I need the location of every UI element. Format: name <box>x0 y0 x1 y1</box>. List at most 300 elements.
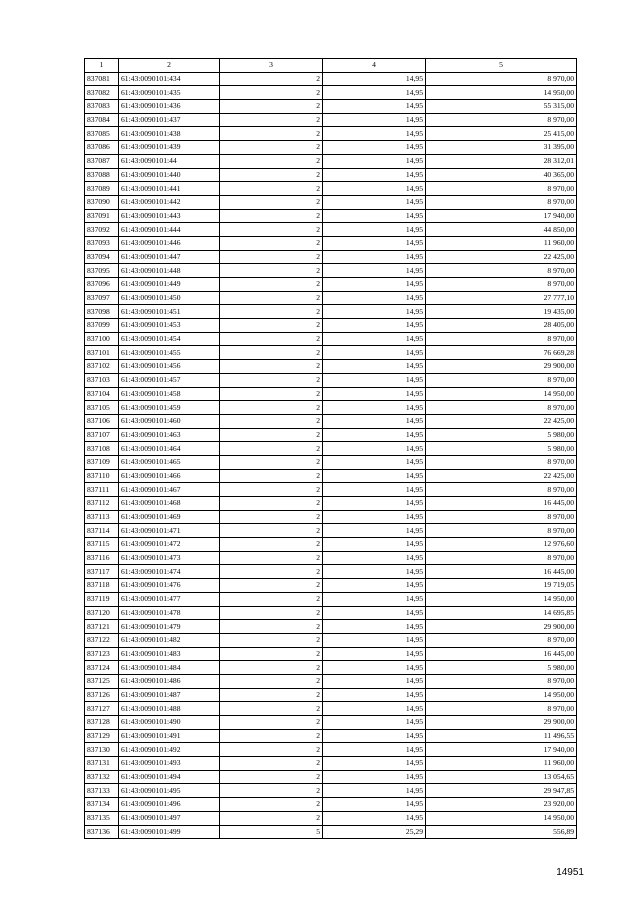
rate-cell: 14,95 <box>323 319 426 333</box>
count-cell: 2 <box>220 455 323 469</box>
rate-cell: 14,95 <box>323 195 426 209</box>
count-cell: 2 <box>220 113 323 127</box>
amount-cell: 25 415,00 <box>426 127 577 141</box>
row-number-cell: 837091 <box>85 209 119 223</box>
amount-cell: 28 312,01 <box>426 154 577 168</box>
count-cell: 2 <box>220 387 323 401</box>
cadastral-number-cell: 61:43:0090101:440 <box>119 168 220 182</box>
count-cell: 2 <box>220 223 323 237</box>
amount-cell: 16 445,00 <box>426 565 577 579</box>
count-cell: 2 <box>220 633 323 647</box>
cadastral-number-cell: 61:43:0090101:499 <box>119 825 220 839</box>
table-row <box>85 141 577 155</box>
count-cell: 2 <box>220 360 323 374</box>
count-cell: 2 <box>220 442 323 456</box>
row-number-cell: 837115 <box>85 538 119 552</box>
cadastral-number-cell: 61:43:0090101:436 <box>119 100 220 114</box>
rate-cell: 14,95 <box>323 455 426 469</box>
cadastral-number-cell: 61:43:0090101:464 <box>119 442 220 456</box>
cadastral-number-cell: 61:43:0090101:474 <box>119 565 220 579</box>
amount-cell: 8 970,00 <box>426 551 577 565</box>
rate-cell: 14,95 <box>323 620 426 634</box>
count-cell: 2 <box>220 688 323 702</box>
row-number-cell: 837104 <box>85 387 119 401</box>
row-number-cell: 837136 <box>85 825 119 839</box>
table-row <box>85 346 577 360</box>
amount-cell: 22 425,00 <box>426 250 577 264</box>
rate-cell: 14,95 <box>323 798 426 812</box>
count-cell: 2 <box>220 278 323 292</box>
rate-cell: 14,95 <box>323 757 426 771</box>
rate-cell: 14,95 <box>323 127 426 141</box>
table-row <box>85 497 577 511</box>
cadastral-number-cell: 61:43:0090101:467 <box>119 483 220 497</box>
count-cell: 2 <box>220 592 323 606</box>
cadastral-number-cell: 61:43:0090101:490 <box>119 716 220 730</box>
count-cell: 2 <box>220 305 323 319</box>
row-number-cell: 837109 <box>85 455 119 469</box>
row-number-cell: 837127 <box>85 702 119 716</box>
count-cell: 2 <box>220 72 323 86</box>
row-number-cell: 837106 <box>85 414 119 428</box>
amount-cell: 5 980,00 <box>426 428 577 442</box>
rate-cell: 14,95 <box>323 401 426 415</box>
amount-cell: 14 950,00 <box>426 811 577 825</box>
count-cell: 5 <box>220 825 323 839</box>
amount-cell: 8 970,00 <box>426 455 577 469</box>
amount-cell: 5 980,00 <box>426 661 577 675</box>
table-row <box>85 469 577 483</box>
rate-cell: 14,95 <box>323 716 426 730</box>
count-cell: 2 <box>220 565 323 579</box>
amount-cell: 14 950,00 <box>426 86 577 100</box>
header-row <box>85 59 577 73</box>
cadastral-number-cell: 61:43:0090101:497 <box>119 811 220 825</box>
count-cell: 2 <box>220 784 323 798</box>
table-row <box>85 264 577 278</box>
table-row <box>85 551 577 565</box>
row-number-cell: 837134 <box>85 798 119 812</box>
rate-cell: 14,95 <box>323 86 426 100</box>
row-number-cell: 837090 <box>85 195 119 209</box>
rate-cell: 14,95 <box>323 483 426 497</box>
row-number-cell: 837087 <box>85 154 119 168</box>
count-cell: 2 <box>220 538 323 552</box>
count-cell: 2 <box>220 497 323 511</box>
count-cell: 2 <box>220 770 323 784</box>
amount-cell: 8 970,00 <box>426 373 577 387</box>
cadastral-number-cell: 61:43:0090101:459 <box>119 401 220 415</box>
table-row <box>85 332 577 346</box>
table-row <box>85 154 577 168</box>
row-number-cell: 837128 <box>85 716 119 730</box>
table-row <box>85 784 577 798</box>
amount-cell: 8 970,00 <box>426 195 577 209</box>
amount-cell: 11 960,00 <box>426 236 577 250</box>
cadastral-number-cell: 61:43:0090101:458 <box>119 387 220 401</box>
table-row <box>85 360 577 374</box>
cadastral-number-cell: 61:43:0090101:465 <box>119 455 220 469</box>
rate-cell: 14,95 <box>323 565 426 579</box>
amount-cell: 13 054,65 <box>426 770 577 784</box>
cadastral-number-cell: 61:43:0090101:434 <box>119 72 220 86</box>
rate-cell: 14,95 <box>323 236 426 250</box>
amount-cell: 8 970,00 <box>426 332 577 346</box>
rate-cell: 14,95 <box>323 154 426 168</box>
row-number-cell: 837123 <box>85 647 119 661</box>
cadastral-number-cell: 61:43:0090101:486 <box>119 674 220 688</box>
table-row <box>85 661 577 675</box>
row-number-cell: 837121 <box>85 620 119 634</box>
row-number-cell: 837088 <box>85 168 119 182</box>
table-row <box>85 127 577 141</box>
row-number-cell: 837118 <box>85 579 119 593</box>
table-row <box>85 757 577 771</box>
amount-cell: 8 970,00 <box>426 72 577 86</box>
rate-cell: 14,95 <box>323 182 426 196</box>
cadastral-number-cell: 61:43:0090101:447 <box>119 250 220 264</box>
row-number-cell: 837111 <box>85 483 119 497</box>
cadastral-number-cell: 61:43:0090101:456 <box>119 360 220 374</box>
cadastral-number-cell: 61:43:0090101:493 <box>119 757 220 771</box>
rate-cell: 14,95 <box>323 497 426 511</box>
table-row <box>85 100 577 114</box>
count-cell: 2 <box>220 811 323 825</box>
rate-cell: 14,95 <box>323 538 426 552</box>
amount-cell: 556,89 <box>426 825 577 839</box>
cadastral-number-cell: 61:43:0090101:496 <box>119 798 220 812</box>
row-number-cell: 837103 <box>85 373 119 387</box>
cadastral-number-cell: 61:43:0090101:477 <box>119 592 220 606</box>
rate-cell: 14,95 <box>323 579 426 593</box>
count-cell: 2 <box>220 182 323 196</box>
table-row <box>85 414 577 428</box>
cadastral-number-cell: 61:43:0090101:450 <box>119 291 220 305</box>
cadastral-number-cell: 61:43:0090101:44 <box>119 154 220 168</box>
cadastral-number-cell: 61:43:0090101:491 <box>119 729 220 743</box>
row-number-cell: 837082 <box>85 86 119 100</box>
row-number-cell: 837102 <box>85 360 119 374</box>
row-number-cell: 837089 <box>85 182 119 196</box>
cadastral-number-cell: 61:43:0090101:455 <box>119 346 220 360</box>
amount-cell: 14 950,00 <box>426 387 577 401</box>
amount-cell: 14 950,00 <box>426 592 577 606</box>
count-cell: 2 <box>220 661 323 675</box>
row-number-cell: 837107 <box>85 428 119 442</box>
cadastral-number-cell: 61:43:0090101:439 <box>119 141 220 155</box>
count-cell: 2 <box>220 414 323 428</box>
cadastral-number-cell: 61:43:0090101:478 <box>119 606 220 620</box>
row-number-cell: 837101 <box>85 346 119 360</box>
count-cell: 2 <box>220 332 323 346</box>
row-number-cell: 837112 <box>85 497 119 511</box>
table-row <box>85 743 577 757</box>
cadastral-number-cell: 61:43:0090101:484 <box>119 661 220 675</box>
amount-cell: 8 970,00 <box>426 182 577 196</box>
count-cell: 2 <box>220 401 323 415</box>
row-number-cell: 837129 <box>85 729 119 743</box>
row-number-cell: 837100 <box>85 332 119 346</box>
cadastral-number-cell: 61:43:0090101:449 <box>119 278 220 292</box>
amount-cell: 5 980,00 <box>426 442 577 456</box>
rate-cell: 14,95 <box>323 72 426 86</box>
row-number-cell: 837086 <box>85 141 119 155</box>
amount-cell: 8 970,00 <box>426 264 577 278</box>
amount-cell: 29 900,00 <box>426 360 577 374</box>
rate-cell: 14,95 <box>323 250 426 264</box>
cadastral-number-cell: 61:43:0090101:487 <box>119 688 220 702</box>
row-number-cell: 837085 <box>85 127 119 141</box>
table-row <box>85 620 577 634</box>
amount-cell: 23 920,00 <box>426 798 577 812</box>
table-row <box>85 236 577 250</box>
table-row <box>85 209 577 223</box>
amount-cell: 16 445,00 <box>426 497 577 511</box>
amount-cell: 17 940,00 <box>426 209 577 223</box>
table-body <box>85 72 577 839</box>
row-number-cell: 837095 <box>85 264 119 278</box>
rate-cell: 14,95 <box>323 674 426 688</box>
rate-cell: 14,95 <box>323 346 426 360</box>
amount-cell: 8 970,00 <box>426 633 577 647</box>
amount-cell: 19 435,00 <box>426 305 577 319</box>
count-cell: 2 <box>220 428 323 442</box>
cadastral-number-cell: 61:43:0090101:479 <box>119 620 220 634</box>
cadastral-number-cell: 61:43:0090101:473 <box>119 551 220 565</box>
count-cell: 2 <box>220 209 323 223</box>
rate-cell: 14,95 <box>323 592 426 606</box>
rate-cell: 14,95 <box>323 141 426 155</box>
amount-cell: 28 405,00 <box>426 319 577 333</box>
table-row <box>85 223 577 237</box>
row-number-cell: 837135 <box>85 811 119 825</box>
amount-cell: 8 970,00 <box>426 524 577 538</box>
rate-cell: 14,95 <box>323 305 426 319</box>
count-cell: 2 <box>220 154 323 168</box>
row-number-cell: 837096 <box>85 278 119 292</box>
cadastral-number-cell: 61:43:0090101:453 <box>119 319 220 333</box>
rate-cell: 14,95 <box>323 209 426 223</box>
rate-cell: 14,95 <box>323 264 426 278</box>
table-row <box>85 387 577 401</box>
cadastral-number-cell: 61:43:0090101:438 <box>119 127 220 141</box>
rate-cell: 14,95 <box>323 784 426 798</box>
rate-cell: 14,95 <box>323 428 426 442</box>
cadastral-number-cell: 61:43:0090101:488 <box>119 702 220 716</box>
row-number-cell: 837083 <box>85 100 119 114</box>
amount-cell: 29 947,85 <box>426 784 577 798</box>
column-header-3: 3 <box>220 59 323 73</box>
cadastral-number-cell: 61:43:0090101:441 <box>119 182 220 196</box>
table-row <box>85 442 577 456</box>
rate-cell: 14,95 <box>323 524 426 538</box>
count-cell: 2 <box>220 100 323 114</box>
count-cell: 2 <box>220 141 323 155</box>
row-number-cell: 837132 <box>85 770 119 784</box>
count-cell: 2 <box>220 757 323 771</box>
count-cell: 2 <box>220 729 323 743</box>
rate-cell: 14,95 <box>323 414 426 428</box>
table-row <box>85 278 577 292</box>
count-cell: 2 <box>220 620 323 634</box>
table-row <box>85 702 577 716</box>
table-row <box>85 811 577 825</box>
amount-cell: 17 940,00 <box>426 743 577 757</box>
count-cell: 2 <box>220 86 323 100</box>
cadastral-number-cell: 61:43:0090101:444 <box>119 223 220 237</box>
table-row <box>85 688 577 702</box>
rate-cell: 14,95 <box>323 688 426 702</box>
count-cell: 2 <box>220 647 323 661</box>
count-cell: 2 <box>220 674 323 688</box>
table-row <box>85 319 577 333</box>
data-table <box>84 58 577 839</box>
count-cell: 2 <box>220 606 323 620</box>
count-cell: 2 <box>220 743 323 757</box>
amount-cell: 11 496,55 <box>426 729 577 743</box>
rate-cell: 14,95 <box>323 770 426 784</box>
cadastral-number-cell: 61:43:0090101:466 <box>119 469 220 483</box>
count-cell: 2 <box>220 579 323 593</box>
amount-cell: 76 669,28 <box>426 346 577 360</box>
table-row <box>85 729 577 743</box>
count-cell: 2 <box>220 469 323 483</box>
column-header-5: 5 <box>426 59 577 73</box>
cadastral-number-cell: 61:43:0090101:446 <box>119 236 220 250</box>
row-number-cell: 837125 <box>85 674 119 688</box>
table-row <box>85 291 577 305</box>
table-row <box>85 674 577 688</box>
row-number-cell: 837097 <box>85 291 119 305</box>
rate-cell: 25,29 <box>323 825 426 839</box>
table-row <box>85 538 577 552</box>
count-cell: 2 <box>220 346 323 360</box>
cadastral-number-cell: 61:43:0090101:451 <box>119 305 220 319</box>
cadastral-number-cell: 61:43:0090101:476 <box>119 579 220 593</box>
rate-cell: 14,95 <box>323 743 426 757</box>
table-row <box>85 72 577 86</box>
table-row <box>85 825 577 839</box>
rate-cell: 14,95 <box>323 223 426 237</box>
cadastral-number-cell: 61:43:0090101:460 <box>119 414 220 428</box>
row-number-cell: 837084 <box>85 113 119 127</box>
amount-cell: 8 970,00 <box>426 401 577 415</box>
row-number-cell: 837119 <box>85 592 119 606</box>
amount-cell: 8 970,00 <box>426 510 577 524</box>
table-row <box>85 455 577 469</box>
cadastral-number-cell: 61:43:0090101:457 <box>119 373 220 387</box>
row-number-cell: 837110 <box>85 469 119 483</box>
count-cell: 2 <box>220 702 323 716</box>
amount-cell: 8 970,00 <box>426 702 577 716</box>
table-row <box>85 592 577 606</box>
amount-cell: 16 445,00 <box>426 647 577 661</box>
table-row <box>85 373 577 387</box>
cadastral-number-cell: 61:43:0090101:494 <box>119 770 220 784</box>
row-number-cell: 837105 <box>85 401 119 415</box>
row-number-cell: 837094 <box>85 250 119 264</box>
rate-cell: 14,95 <box>323 729 426 743</box>
amount-cell: 8 970,00 <box>426 278 577 292</box>
count-cell: 2 <box>220 524 323 538</box>
row-number-cell: 837124 <box>85 661 119 675</box>
row-number-cell: 837113 <box>85 510 119 524</box>
rate-cell: 14,95 <box>323 606 426 620</box>
table-row <box>85 770 577 784</box>
rate-cell: 14,95 <box>323 551 426 565</box>
count-cell: 2 <box>220 195 323 209</box>
cadastral-number-cell: 61:43:0090101:435 <box>119 86 220 100</box>
cadastral-number-cell: 61:43:0090101:448 <box>119 264 220 278</box>
count-cell: 2 <box>220 551 323 565</box>
count-cell: 2 <box>220 168 323 182</box>
amount-cell: 29 900,00 <box>426 620 577 634</box>
table-row <box>85 633 577 647</box>
rate-cell: 14,95 <box>323 702 426 716</box>
amount-cell: 14 695,85 <box>426 606 577 620</box>
row-number-cell: 837130 <box>85 743 119 757</box>
table-row <box>85 401 577 415</box>
page-number: 14951 <box>556 867 584 878</box>
rate-cell: 14,95 <box>323 332 426 346</box>
column-header-2: 2 <box>119 59 220 73</box>
row-number-cell: 837133 <box>85 784 119 798</box>
amount-cell: 14 950,00 <box>426 688 577 702</box>
amount-cell: 44 850,00 <box>426 223 577 237</box>
table-row <box>85 305 577 319</box>
table-row <box>85 113 577 127</box>
cadastral-number-cell: 61:43:0090101:437 <box>119 113 220 127</box>
cadastral-number-cell: 61:43:0090101:454 <box>119 332 220 346</box>
amount-cell: 31 395,00 <box>426 141 577 155</box>
amount-cell: 12 976,60 <box>426 538 577 552</box>
amount-cell: 55 315,00 <box>426 100 577 114</box>
row-number-cell: 837098 <box>85 305 119 319</box>
table-row <box>85 250 577 264</box>
cadastral-number-cell: 61:43:0090101:495 <box>119 784 220 798</box>
amount-cell: 19 719,05 <box>426 579 577 593</box>
rate-cell: 14,95 <box>323 442 426 456</box>
rate-cell: 14,95 <box>323 278 426 292</box>
row-number-cell: 837092 <box>85 223 119 237</box>
count-cell: 2 <box>220 510 323 524</box>
row-number-cell: 837120 <box>85 606 119 620</box>
table-row <box>85 798 577 812</box>
table-row <box>85 195 577 209</box>
cadastral-number-cell: 61:43:0090101:469 <box>119 510 220 524</box>
row-number-cell: 837114 <box>85 524 119 538</box>
table-row <box>85 182 577 196</box>
rate-cell: 14,95 <box>323 387 426 401</box>
rate-cell: 14,95 <box>323 510 426 524</box>
cadastral-number-cell: 61:43:0090101:442 <box>119 195 220 209</box>
rate-cell: 14,95 <box>323 647 426 661</box>
amount-cell: 11 960,00 <box>426 757 577 771</box>
rate-cell: 14,95 <box>323 373 426 387</box>
amount-cell: 27 777,10 <box>426 291 577 305</box>
table-row <box>85 716 577 730</box>
count-cell: 2 <box>220 264 323 278</box>
table-row <box>85 606 577 620</box>
rate-cell: 14,95 <box>323 633 426 647</box>
amount-cell: 22 425,00 <box>426 469 577 483</box>
table-row <box>85 168 577 182</box>
cadastral-number-cell: 61:43:0090101:483 <box>119 647 220 661</box>
rate-cell: 14,95 <box>323 811 426 825</box>
row-number-cell: 837117 <box>85 565 119 579</box>
amount-cell: 40 365,00 <box>426 168 577 182</box>
cadastral-number-cell: 61:43:0090101:472 <box>119 538 220 552</box>
